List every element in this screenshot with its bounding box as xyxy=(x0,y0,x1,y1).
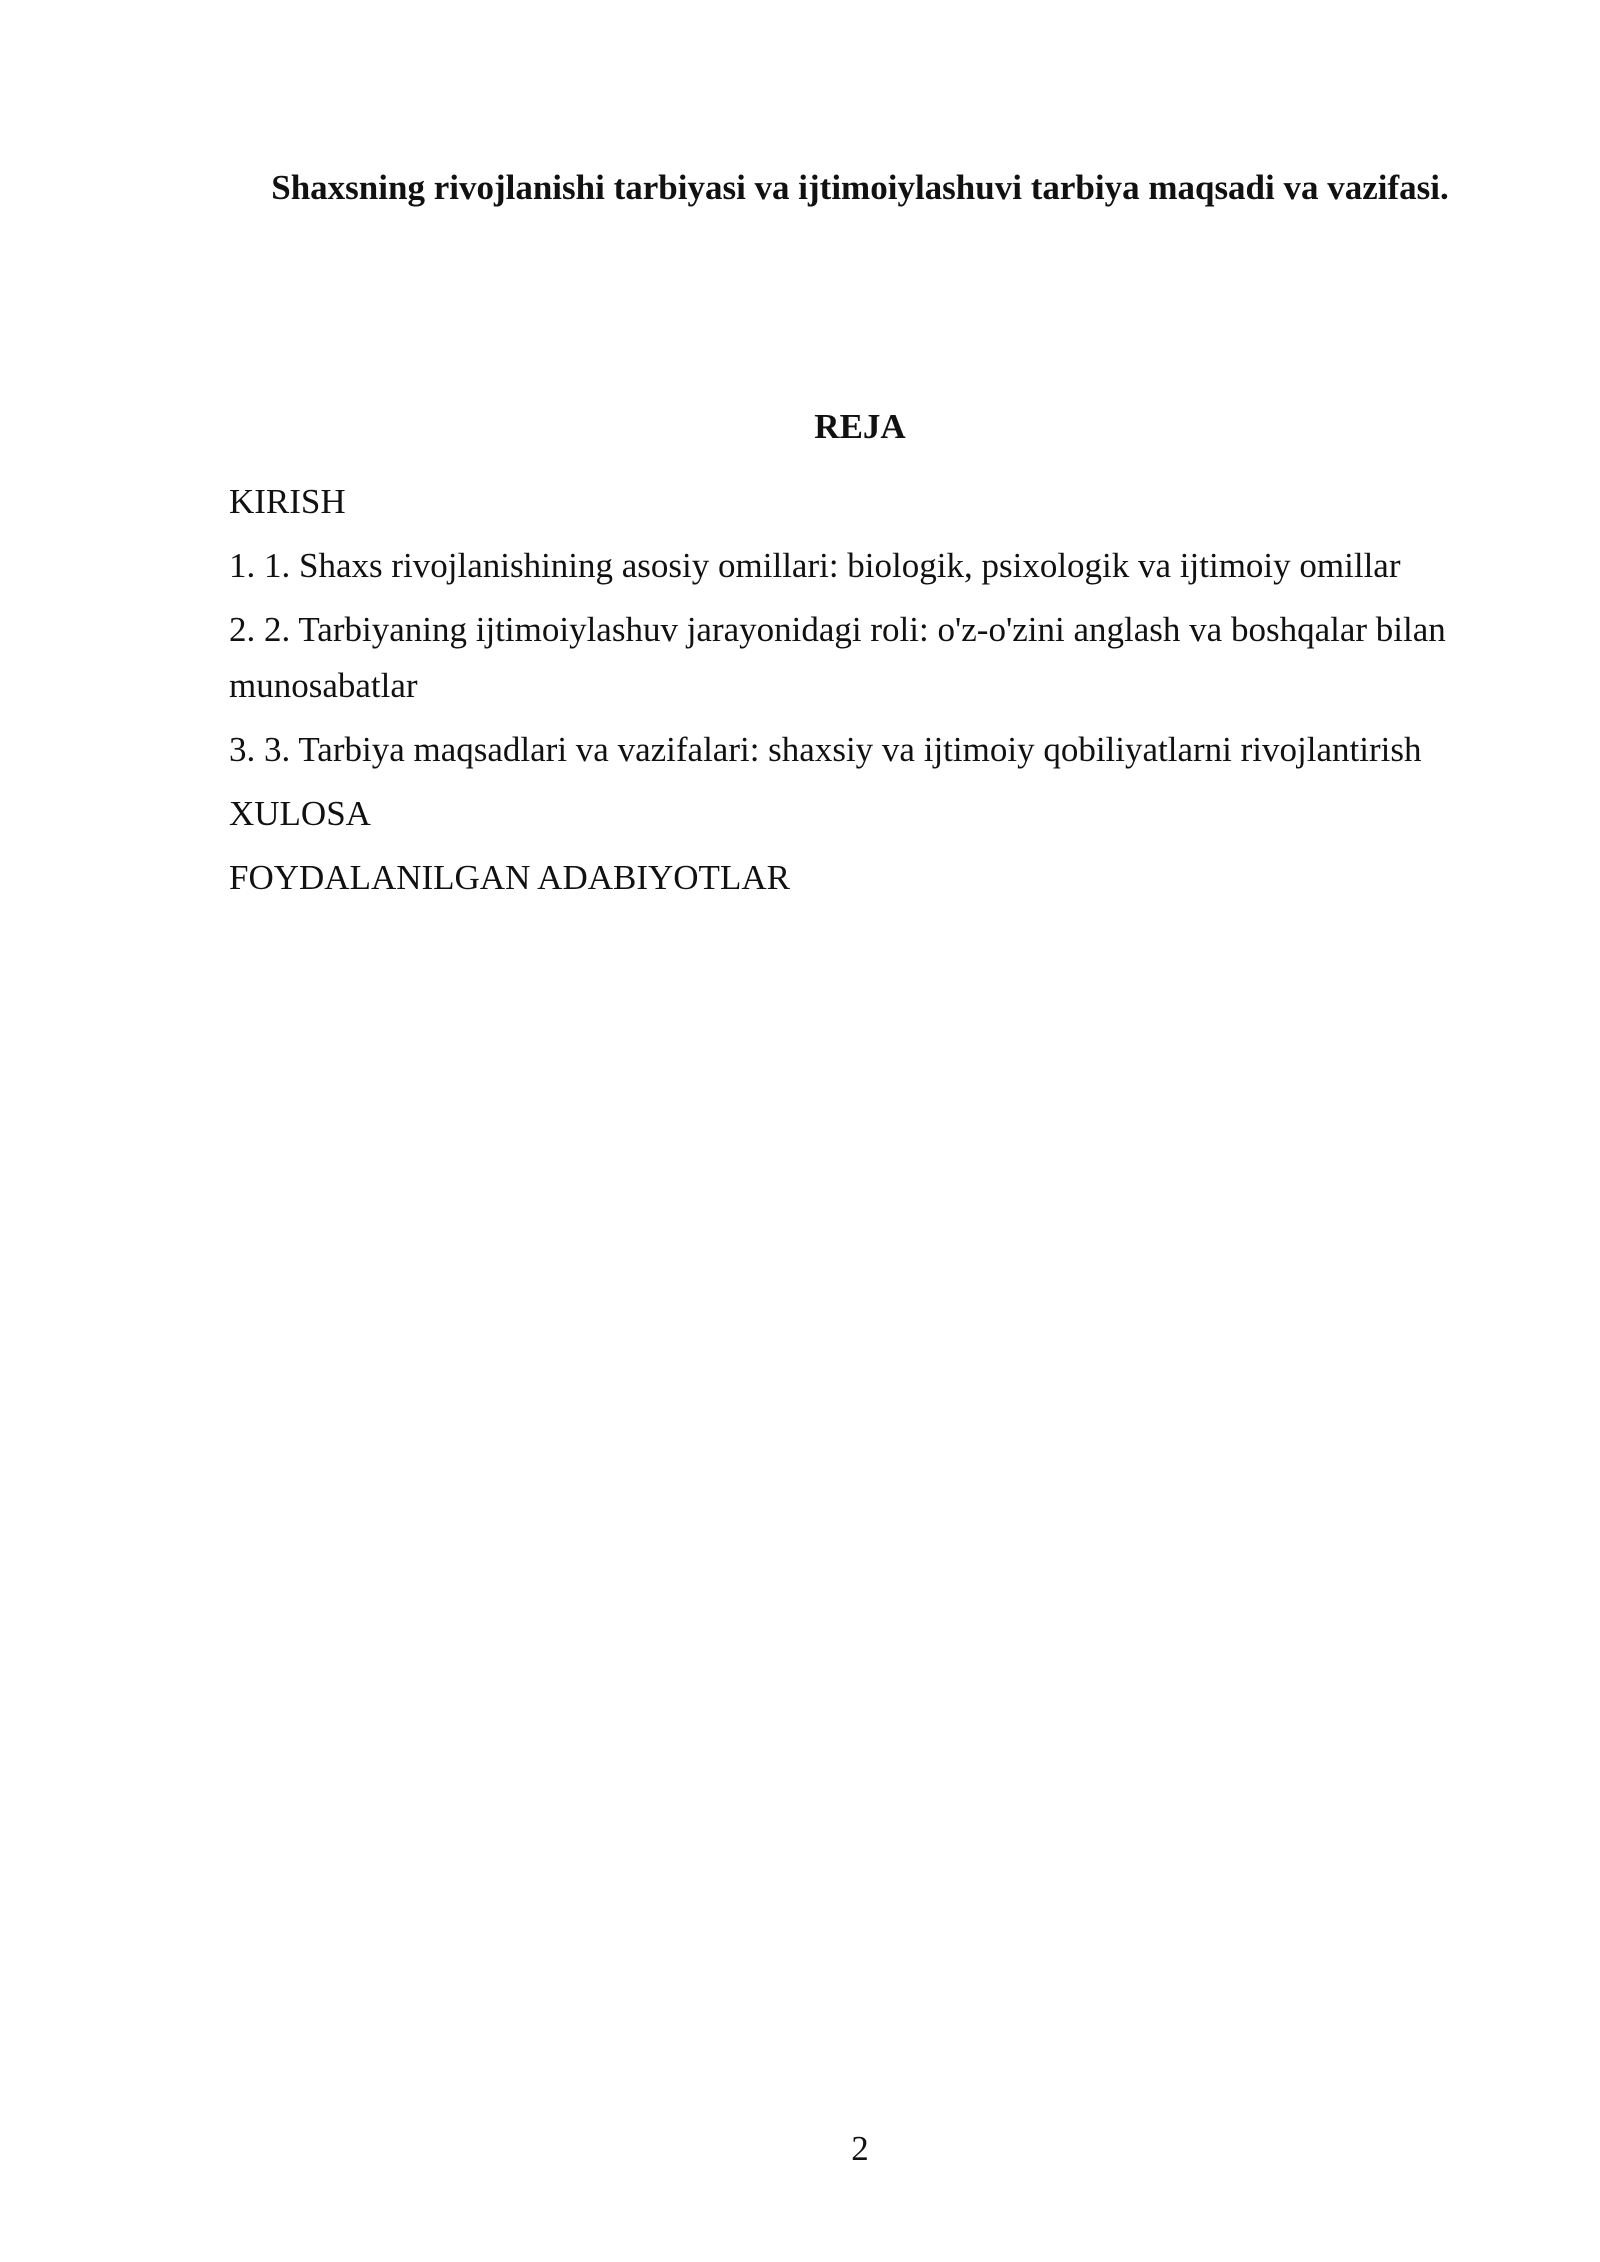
toc-item-introduction: KIRISH xyxy=(229,482,346,521)
toc-item-3: 3. 3. Tarbiya maqsadlari va vazifalari: shaxsiy va ijtimoiy qobiliyatlarni rivojlantirish xyxy=(229,730,1422,769)
page-number: 2 xyxy=(851,2129,869,2168)
toc-item-2: 2. 2. Tarbiyaning ijtimoiylashuv jarayonidagi roli: o'z-o'zini anglash va boshqalar bilan munosabatlar xyxy=(229,610,1446,705)
document-title: Shaxsning rivojlanishi tarbiyasi va ijtimoiylashuvi tarbiya maqsadi va vazifasi. xyxy=(271,168,1449,207)
plan-heading: REJA xyxy=(814,407,906,446)
toc-item-1: 1. 1. Shaxs rivojlanishining asosiy omillari: biologik, psixologik va ijtimoiy omillar xyxy=(229,546,1401,585)
toc-item-conclusion: XULOSA xyxy=(229,794,371,833)
toc-item-references: FOYDALANILGAN ADABIYOTLAR xyxy=(229,858,790,897)
table-of-contents xyxy=(229,474,1489,914)
